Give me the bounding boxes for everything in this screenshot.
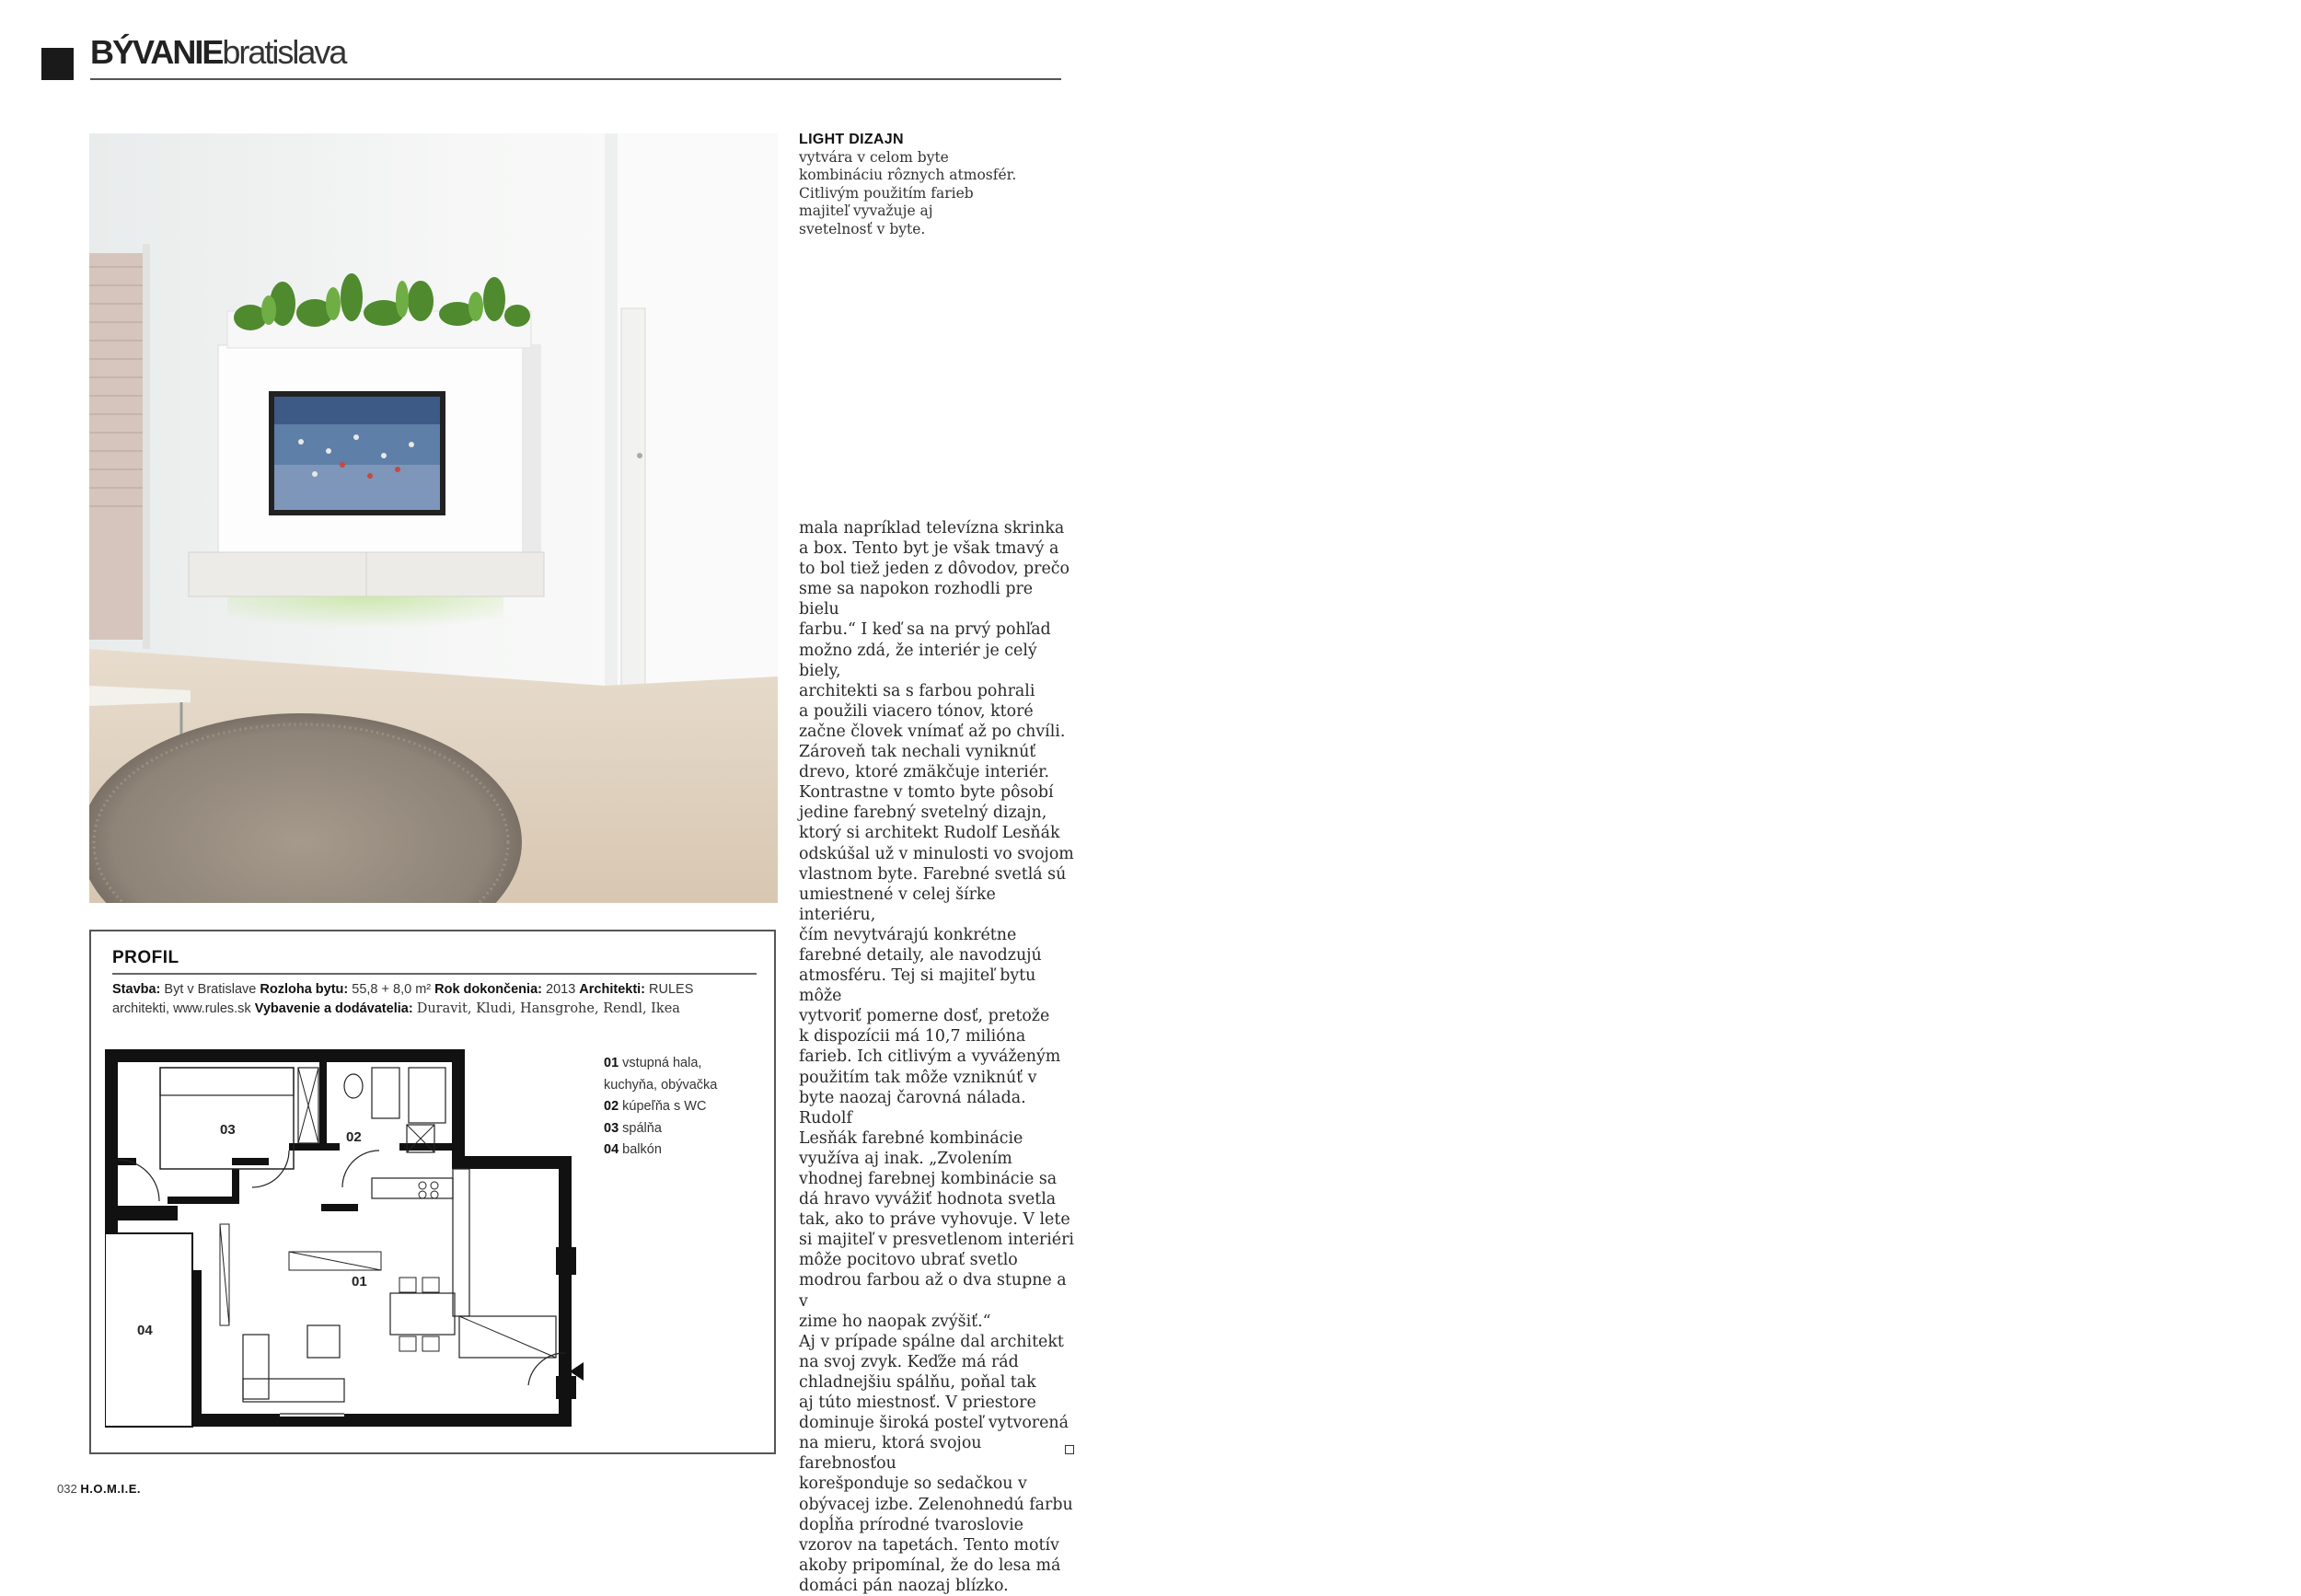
caption-line: majiteľ vyvažuje aj xyxy=(799,202,933,219)
legend-text: vstupná hala, xyxy=(622,1056,702,1070)
legend-number: 03 xyxy=(604,1120,619,1136)
article-line: to bol tiež jeden z dôvodov, prečo xyxy=(799,560,1070,579)
article-line: dopĺňa prírodné tvaroslovie xyxy=(799,1515,1023,1534)
header-rule xyxy=(90,78,1061,80)
article-line: použitím tak môže vzniknúť v xyxy=(799,1068,1037,1087)
caption-line: Citlivým použitím farieb xyxy=(799,184,974,202)
article-line: môže pocitovo ubrať svetlo xyxy=(799,1251,1018,1270)
section-title xyxy=(90,33,345,72)
article-line: zime ho naopak zvýšiť.“ xyxy=(799,1312,991,1331)
article-line: vzorov na tapetách. Tento motív xyxy=(799,1535,1059,1555)
article-line: aj túto miestnosť. V priestore xyxy=(799,1394,1036,1413)
floor-plan-legend xyxy=(604,1053,717,1162)
article-line: chladnejšiu spálňu, poňal tak xyxy=(799,1372,1036,1392)
article-line: dá hravo vyvážiť hodnota svetla xyxy=(799,1190,1057,1209)
article-line: odskúšal už v minulosti vo svojom xyxy=(799,844,1074,863)
legend-number: 01 xyxy=(604,1056,619,1070)
article-line: jedine farebný svetelný dizajn, xyxy=(799,804,1047,823)
page-number: 032 xyxy=(57,1482,77,1496)
article-line: a použili viacero tónov, ktoré xyxy=(799,701,1034,721)
legend-number: 02 xyxy=(604,1099,619,1114)
caption-line: svetelnosť v byte. xyxy=(799,220,926,237)
article-line: umiestnené v celej šírke interiéru, xyxy=(799,885,996,924)
article-line: vhodnej farebnej kombinácie sa xyxy=(799,1170,1058,1188)
floor-plan xyxy=(105,1049,602,1445)
article-line: k dispozícii má 10,7 milióna xyxy=(799,1027,1026,1047)
article-line: začne človek vnímať až po chvíli. xyxy=(799,722,1066,741)
profile-info xyxy=(112,980,757,1019)
article-line: vytvoriť pomerne dosť, pretože xyxy=(799,1007,1050,1026)
stavba-value: Byt v Bratislave xyxy=(164,982,257,997)
article-line: a box. Tento byt je však tmavý a xyxy=(799,539,1059,559)
legend-item xyxy=(604,1096,717,1118)
architekti-web: architekti, www.rules.sk xyxy=(112,1001,251,1016)
article-line: si majiteľ v presvetlenom interiéri xyxy=(799,1231,1074,1250)
legend-text: spálňa xyxy=(622,1120,662,1136)
living-room-photo xyxy=(89,133,778,903)
legend-number: 04 xyxy=(604,1142,619,1157)
legend-text: balkón xyxy=(622,1142,662,1157)
caption-title: LIGHT DIZAJN xyxy=(799,132,904,147)
rozloha-value: 55,8 + 8,0 m² xyxy=(352,982,432,997)
article-line: domáci pán naozaj blízko. xyxy=(799,1576,1009,1595)
article-line: možno zdá, že interiér je celý biely, xyxy=(799,641,1037,680)
legend-item xyxy=(604,1075,717,1097)
article-line: modrou farbou až o dva stupne a v xyxy=(799,1271,1067,1311)
article-line: ktorý si architekt Rudolf Lesňák xyxy=(799,824,1060,843)
article-line: korešponduje so sedačkou v xyxy=(799,1475,1027,1494)
room-label-04: 04 xyxy=(137,1323,153,1338)
legend-item xyxy=(604,1118,717,1140)
vybavenie-value: Duravit, Kludi, Hansgrohe, Rendl, Ikea xyxy=(416,1001,680,1016)
article-line: byte naozaj čarovná nálada. Rudolf xyxy=(799,1088,1026,1128)
caption-line: kombináciu rôznych atmosfér. xyxy=(799,167,1017,183)
article-line: farebné detaily, ale navodzujú xyxy=(799,945,1042,965)
article-line: akoby pripomínal, že do lesa má xyxy=(799,1556,1061,1575)
legend-item xyxy=(604,1139,717,1162)
profile-title: PROFIL xyxy=(112,948,179,967)
article-line: využíva aj inak. „Zvolením xyxy=(799,1149,1012,1168)
article-line: dominuje široká posteľ vytvorená xyxy=(799,1414,1069,1433)
rozloha-label: Rozloha bytu: xyxy=(260,982,349,997)
article-line: farieb. Ich citlivým a vyváženým xyxy=(799,1047,1061,1067)
article-end-mark xyxy=(1065,1445,1074,1454)
stavba-label: Stavba: xyxy=(112,982,161,997)
section-title-bold: BÝVANIE xyxy=(90,33,223,71)
page-footer xyxy=(57,1482,141,1496)
article-line: Aj v prípade spálne dal architekt xyxy=(799,1332,1064,1351)
rok-label: Rok dokončenia: xyxy=(434,982,542,997)
article-line: Zároveň tak nechali vyniknúť xyxy=(799,743,1036,762)
photo-caption xyxy=(799,131,1020,238)
room-label-02: 02 xyxy=(346,1129,362,1145)
legend-text: kuchyňa, obývačka xyxy=(604,1077,718,1093)
legend-text: kúpeľňa s WC xyxy=(622,1099,707,1114)
section-title-light: bratislava xyxy=(222,33,346,71)
article-line: farbu.“ I keď sa na prvý pohľad xyxy=(799,620,1051,640)
article-line: atmosféru. Tej si majiteľ bytu môže xyxy=(799,966,1036,1006)
article-line: mala napríklad televízna skrinka xyxy=(799,519,1065,538)
living-room-illustration xyxy=(89,133,778,903)
architekti-label: Architekti: xyxy=(579,982,646,997)
section-marker xyxy=(41,48,74,80)
article-line: drevo, ktoré zmäkčuje interiér. xyxy=(799,763,1050,782)
article-line: tak, ako to práve vyhovuje. V lete xyxy=(799,1210,1070,1230)
legend-item xyxy=(604,1053,717,1075)
article-line: na mieru, ktorá svojou farebnosťou xyxy=(799,1434,982,1474)
article-line: sme sa napokon rozhodli pre bielu xyxy=(799,580,1034,619)
magazine-name: H.O.M.I.E. xyxy=(80,1482,141,1496)
profile-box xyxy=(89,930,776,1454)
article-line: Lesňák farebné kombinácie xyxy=(799,1128,1023,1148)
article-line: vlastnom byte. Farebné svetlá sú xyxy=(799,864,1067,884)
room-label-03: 03 xyxy=(220,1122,236,1138)
article-line: čím nevytvárajú konkrétne xyxy=(799,925,1017,944)
caption-line: vytvára v celom byte xyxy=(799,148,949,166)
article-line: na svoj zvyk. Keďže má rád xyxy=(799,1352,1019,1371)
profile-rule xyxy=(112,973,757,975)
rok-value: 2013 xyxy=(546,982,576,997)
article-line: obývacej izbe. Zelenohnedú farbu xyxy=(799,1495,1073,1514)
article-line: Kontrastne v tomto byte pôsobí xyxy=(799,783,1054,803)
article-body xyxy=(799,518,1075,1596)
vybavenie-label: Vybavenie a dodávatelia: xyxy=(254,1001,413,1016)
article-line: architekti sa s farbou pohrali xyxy=(799,681,1035,700)
architekti-value: RULES xyxy=(649,982,694,997)
room-label-01: 01 xyxy=(352,1274,367,1290)
